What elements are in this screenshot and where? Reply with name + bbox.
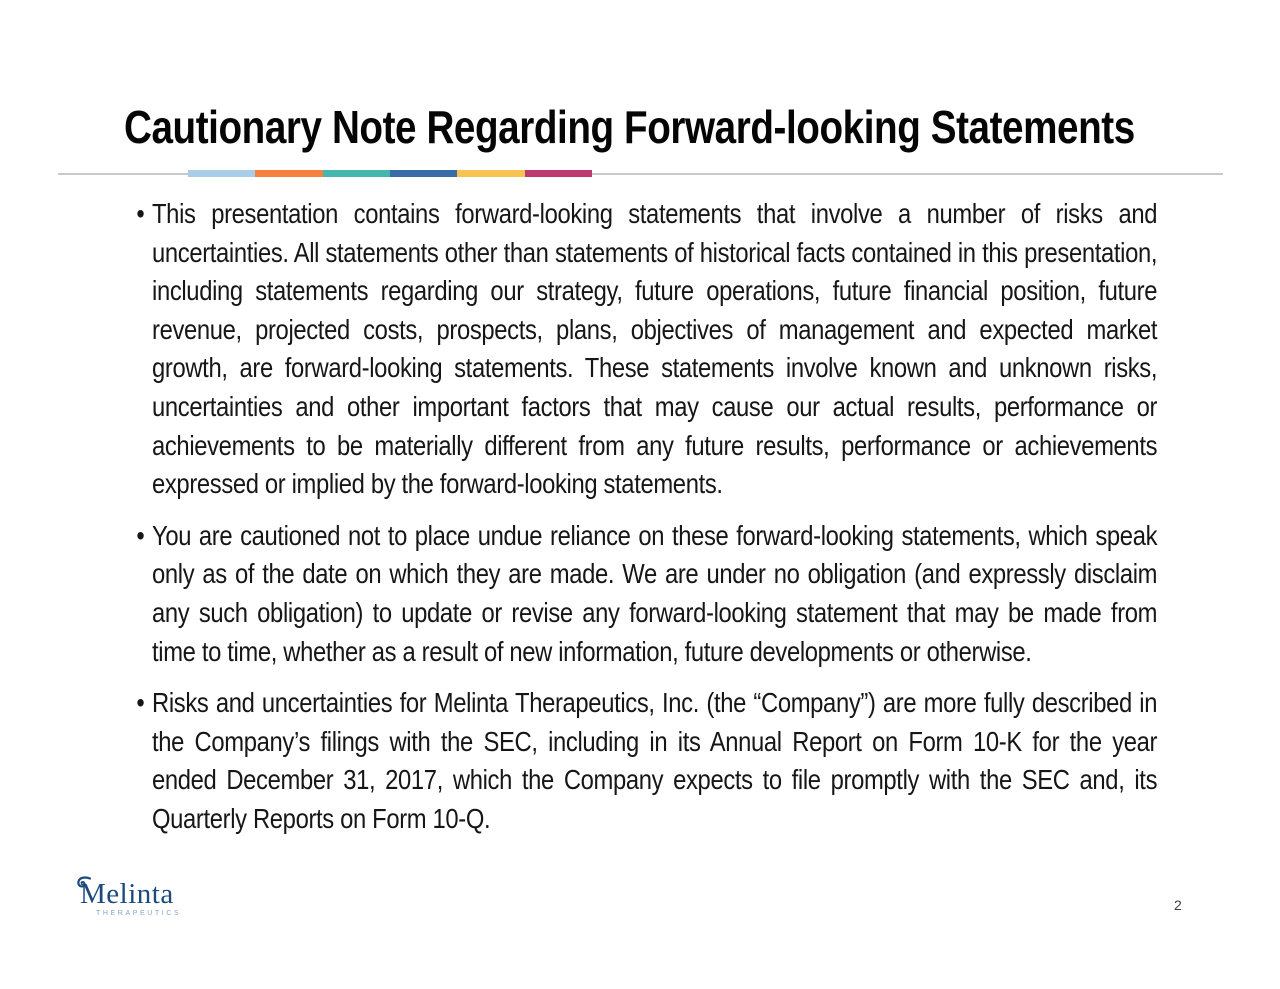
bullet-marker: • xyxy=(136,519,145,551)
disclaimer-bullet-list xyxy=(136,195,1158,852)
bullet-text: Risks and uncertainties for Melinta Therapeutics, Inc. (the “Company”) are more fully described in the Company’s filings with the SEC, including in its Annual Report on Form 10-K for the year ended December 31, 2017, which the Company expects to file promptly with the SEC and, its Quarterly Reports on Form 10-Q. xyxy=(152,687,1158,834)
bullet-item-risks-sec-filings xyxy=(136,684,1158,838)
melinta-logo xyxy=(80,879,181,917)
bullet-item-forward-looking xyxy=(136,195,1158,504)
divider-segment xyxy=(323,170,390,177)
bullet-text: This presentation contains forward-looking statements that involve a number of risks and uncertainties. All statements other than statements of historical facts contained in this presentation, including statements regarding our strategy, future operations, future financial position, future revenue, projected costs, prospects, plans, objectives of management and expected market growth, are forward-looking statements. These statements involve known and unknown risks, uncertainties and other important factors that may cause our actual results, performance or achievements to be materially different from any future results, performance or achievements expressed or implied by the forward-looking statements. xyxy=(152,198,1158,500)
divider-segment xyxy=(188,170,255,177)
divider-accent-segments xyxy=(188,170,592,177)
divider-segment xyxy=(255,170,322,177)
logo-text: Melinta xyxy=(80,878,174,910)
divider-segment xyxy=(390,170,457,177)
bullet-marker: • xyxy=(136,687,145,719)
slide-title: Cautionary Note Regarding Forward-looking Statements xyxy=(124,101,1135,153)
divider-segment xyxy=(457,170,524,177)
bullet-text: You are cautioned not to place undue reliance on these forward-looking statements, which speak only as of the date on which they are made. We are under no obligation (and expressly disclaim any such obligation) to update or revise any forward-looking statement that may be made from time to time, whether as a result of new information, future developments or otherwise. xyxy=(152,519,1158,667)
page-number: 2 xyxy=(1174,897,1182,913)
bullet-marker: • xyxy=(136,198,145,229)
column-volute-icon xyxy=(76,876,91,889)
bullet-item-undue-reliance xyxy=(136,517,1158,671)
logo-tagline: THERAPEUTICS xyxy=(96,910,182,917)
melinta-logo-wordmark xyxy=(80,879,174,909)
divider-segment xyxy=(525,170,592,177)
